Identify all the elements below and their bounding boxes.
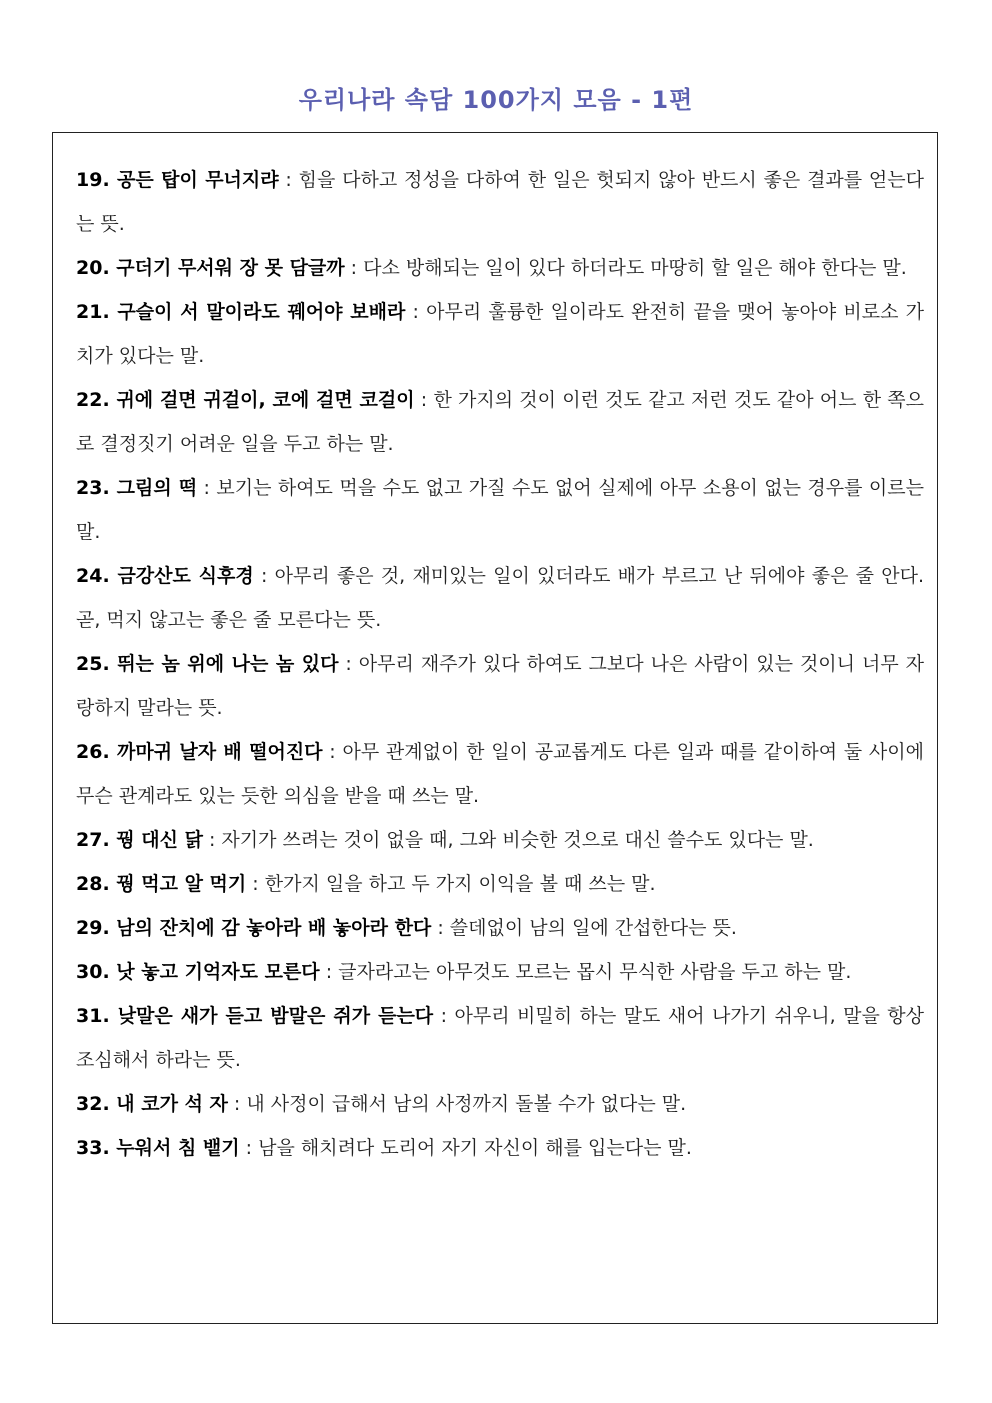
proverb-separator: : xyxy=(405,301,427,323)
proverb-text: 26. 까마귀 날자 배 떨어진다 xyxy=(76,741,323,763)
proverb-separator: : xyxy=(433,1005,455,1027)
proverb-item xyxy=(76,642,924,730)
proverb-meaning: 아무리 훌륭한 일이라도 완전히 끝을 맺어 놓아야 비로소 가치가 있다는 말. xyxy=(76,301,924,367)
proverb-item xyxy=(76,730,924,818)
proverb-separator: : xyxy=(278,169,299,191)
proverb-text: 30. 낫 놓고 기억자도 모른다 xyxy=(76,961,320,983)
proverb-text: 29. 남의 잔치에 감 놓아라 배 놓아라 한다 xyxy=(76,917,432,939)
proverb-separator: : xyxy=(197,477,217,499)
proverb-item xyxy=(76,1082,924,1126)
proverb-item xyxy=(76,246,924,290)
proverb-separator: : xyxy=(322,741,343,763)
proverb-separator: : xyxy=(246,873,265,895)
proverb-separator: : xyxy=(202,829,222,851)
proverb-meaning: 보기는 하여도 먹을 수도 없고 가질 수도 없어 실제에 아무 소용이 없는 경우를 이르는 말. xyxy=(76,477,924,543)
proverb-separator: : xyxy=(253,565,275,587)
proverb-text: 21. 구슬이 서 말이라도 꿰어야 보배라 xyxy=(76,301,406,323)
proverb-text: 24. 금강산도 식후경 xyxy=(76,565,254,587)
proverb-meaning: 한 가지의 것이 이런 것도 같고 저런 것도 같아 어느 한 쪽으로 결정짓기 어려운 일을 두고 하는 말. xyxy=(76,389,924,455)
proverb-item xyxy=(76,994,924,1082)
proverb-item xyxy=(76,950,924,994)
proverb-separator: : xyxy=(319,961,339,983)
proverb-item xyxy=(76,466,924,554)
proverb-item xyxy=(76,862,924,906)
proverb-separator: : xyxy=(227,1093,247,1115)
proverb-text: 23. 그림의 떡 xyxy=(76,477,198,499)
proverb-text: 31. 낮말은 새가 듣고 밤말은 쥐가 듣는다 xyxy=(76,1005,434,1027)
proverb-meaning: 글자라고는 아무것도 모르는 몹시 무식한 사람을 두고 하는 말. xyxy=(338,961,852,983)
proverb-meaning: 다소 방해되는 일이 있다 하더라도 마땅히 할 일은 해야 한다는 말. xyxy=(363,257,907,279)
proverb-separator: : xyxy=(338,653,359,675)
proverb-text: 28. 꿩 먹고 알 먹기 xyxy=(76,873,247,895)
proverb-meaning: 쓸데없이 남의 일에 간섭한다는 뜻. xyxy=(449,917,737,939)
proverb-item xyxy=(76,378,924,466)
proverb-meaning: 아무 관계없이 한 일이 공교롭게도 다른 일과 때를 같이하여 둘 사이에 무슨 관계라도 있는 듯한 의심을 받을 때 쓰는 말. xyxy=(76,741,924,807)
proverb-item xyxy=(76,818,924,862)
proverb-meaning: 아무리 비밀히 하는 말도 새어 나가기 쉬우니, 말을 항상 조심해서 하라는 뜻. xyxy=(76,1005,924,1071)
proverb-meaning: 내 사정이 급해서 남의 사정까지 돌볼 수가 없다는 말. xyxy=(246,1093,687,1115)
proverb-meaning: 아무리 좋은 것, 재미있는 일이 있더라도 배가 부르고 난 뒤에야 좋은 줄 안다. 곧, 먹지 않고는 좋은 줄 모른다는 뜻. xyxy=(76,565,924,631)
proverb-item xyxy=(76,158,924,246)
proverb-separator: : xyxy=(431,917,450,939)
proverb-text: 33. 누워서 침 뱉기 xyxy=(76,1137,240,1159)
proverb-text: 25. 뛰는 놈 위에 나는 놈 있다 xyxy=(76,653,339,675)
proverb-list xyxy=(76,158,924,1170)
proverb-meaning: 힘을 다하고 정성을 다하여 한 일은 헛되지 않아 반드시 좋은 결과를 얻는다는 뜻. xyxy=(76,169,924,235)
proverb-item xyxy=(76,1126,924,1170)
proverb-meaning: 한가지 일을 하고 두 가지 이익을 볼 때 쓰는 말. xyxy=(264,873,656,895)
proverb-text: 27. 꿩 대신 닭 xyxy=(76,829,203,851)
proverb-separator: : xyxy=(414,389,434,411)
proverb-text: 20. 구더기 무서워 장 못 담글까 xyxy=(76,257,345,279)
proverb-separator: : xyxy=(239,1137,259,1159)
proverb-text: 32. 내 코가 석 자 xyxy=(76,1093,228,1115)
proverb-meaning: 아무리 재주가 있다 하여도 그보다 나은 사람이 있는 것이니 너무 자랑하지 말라는 뜻. xyxy=(76,653,925,719)
proverb-text: 19. 공든 탑이 무너지랴 xyxy=(76,169,279,191)
proverb-item xyxy=(76,906,924,950)
document-title: 우리나라 속담 100가지 모음 - 1편 xyxy=(298,86,694,115)
proverb-meaning: 남을 해치려다 도리어 자기 자신이 해를 입는다는 말. xyxy=(258,1137,692,1159)
proverb-item xyxy=(76,290,924,378)
proverb-separator: : xyxy=(344,257,364,279)
proverb-text: 22. 귀에 걸면 귀걸이, 코에 걸면 코걸이 xyxy=(76,389,415,411)
proverb-item xyxy=(76,554,924,642)
proverb-meaning: 자기가 쓰려는 것이 없을 때, 그와 비슷한 것으로 대신 쓸수도 있다는 말. xyxy=(221,829,814,851)
